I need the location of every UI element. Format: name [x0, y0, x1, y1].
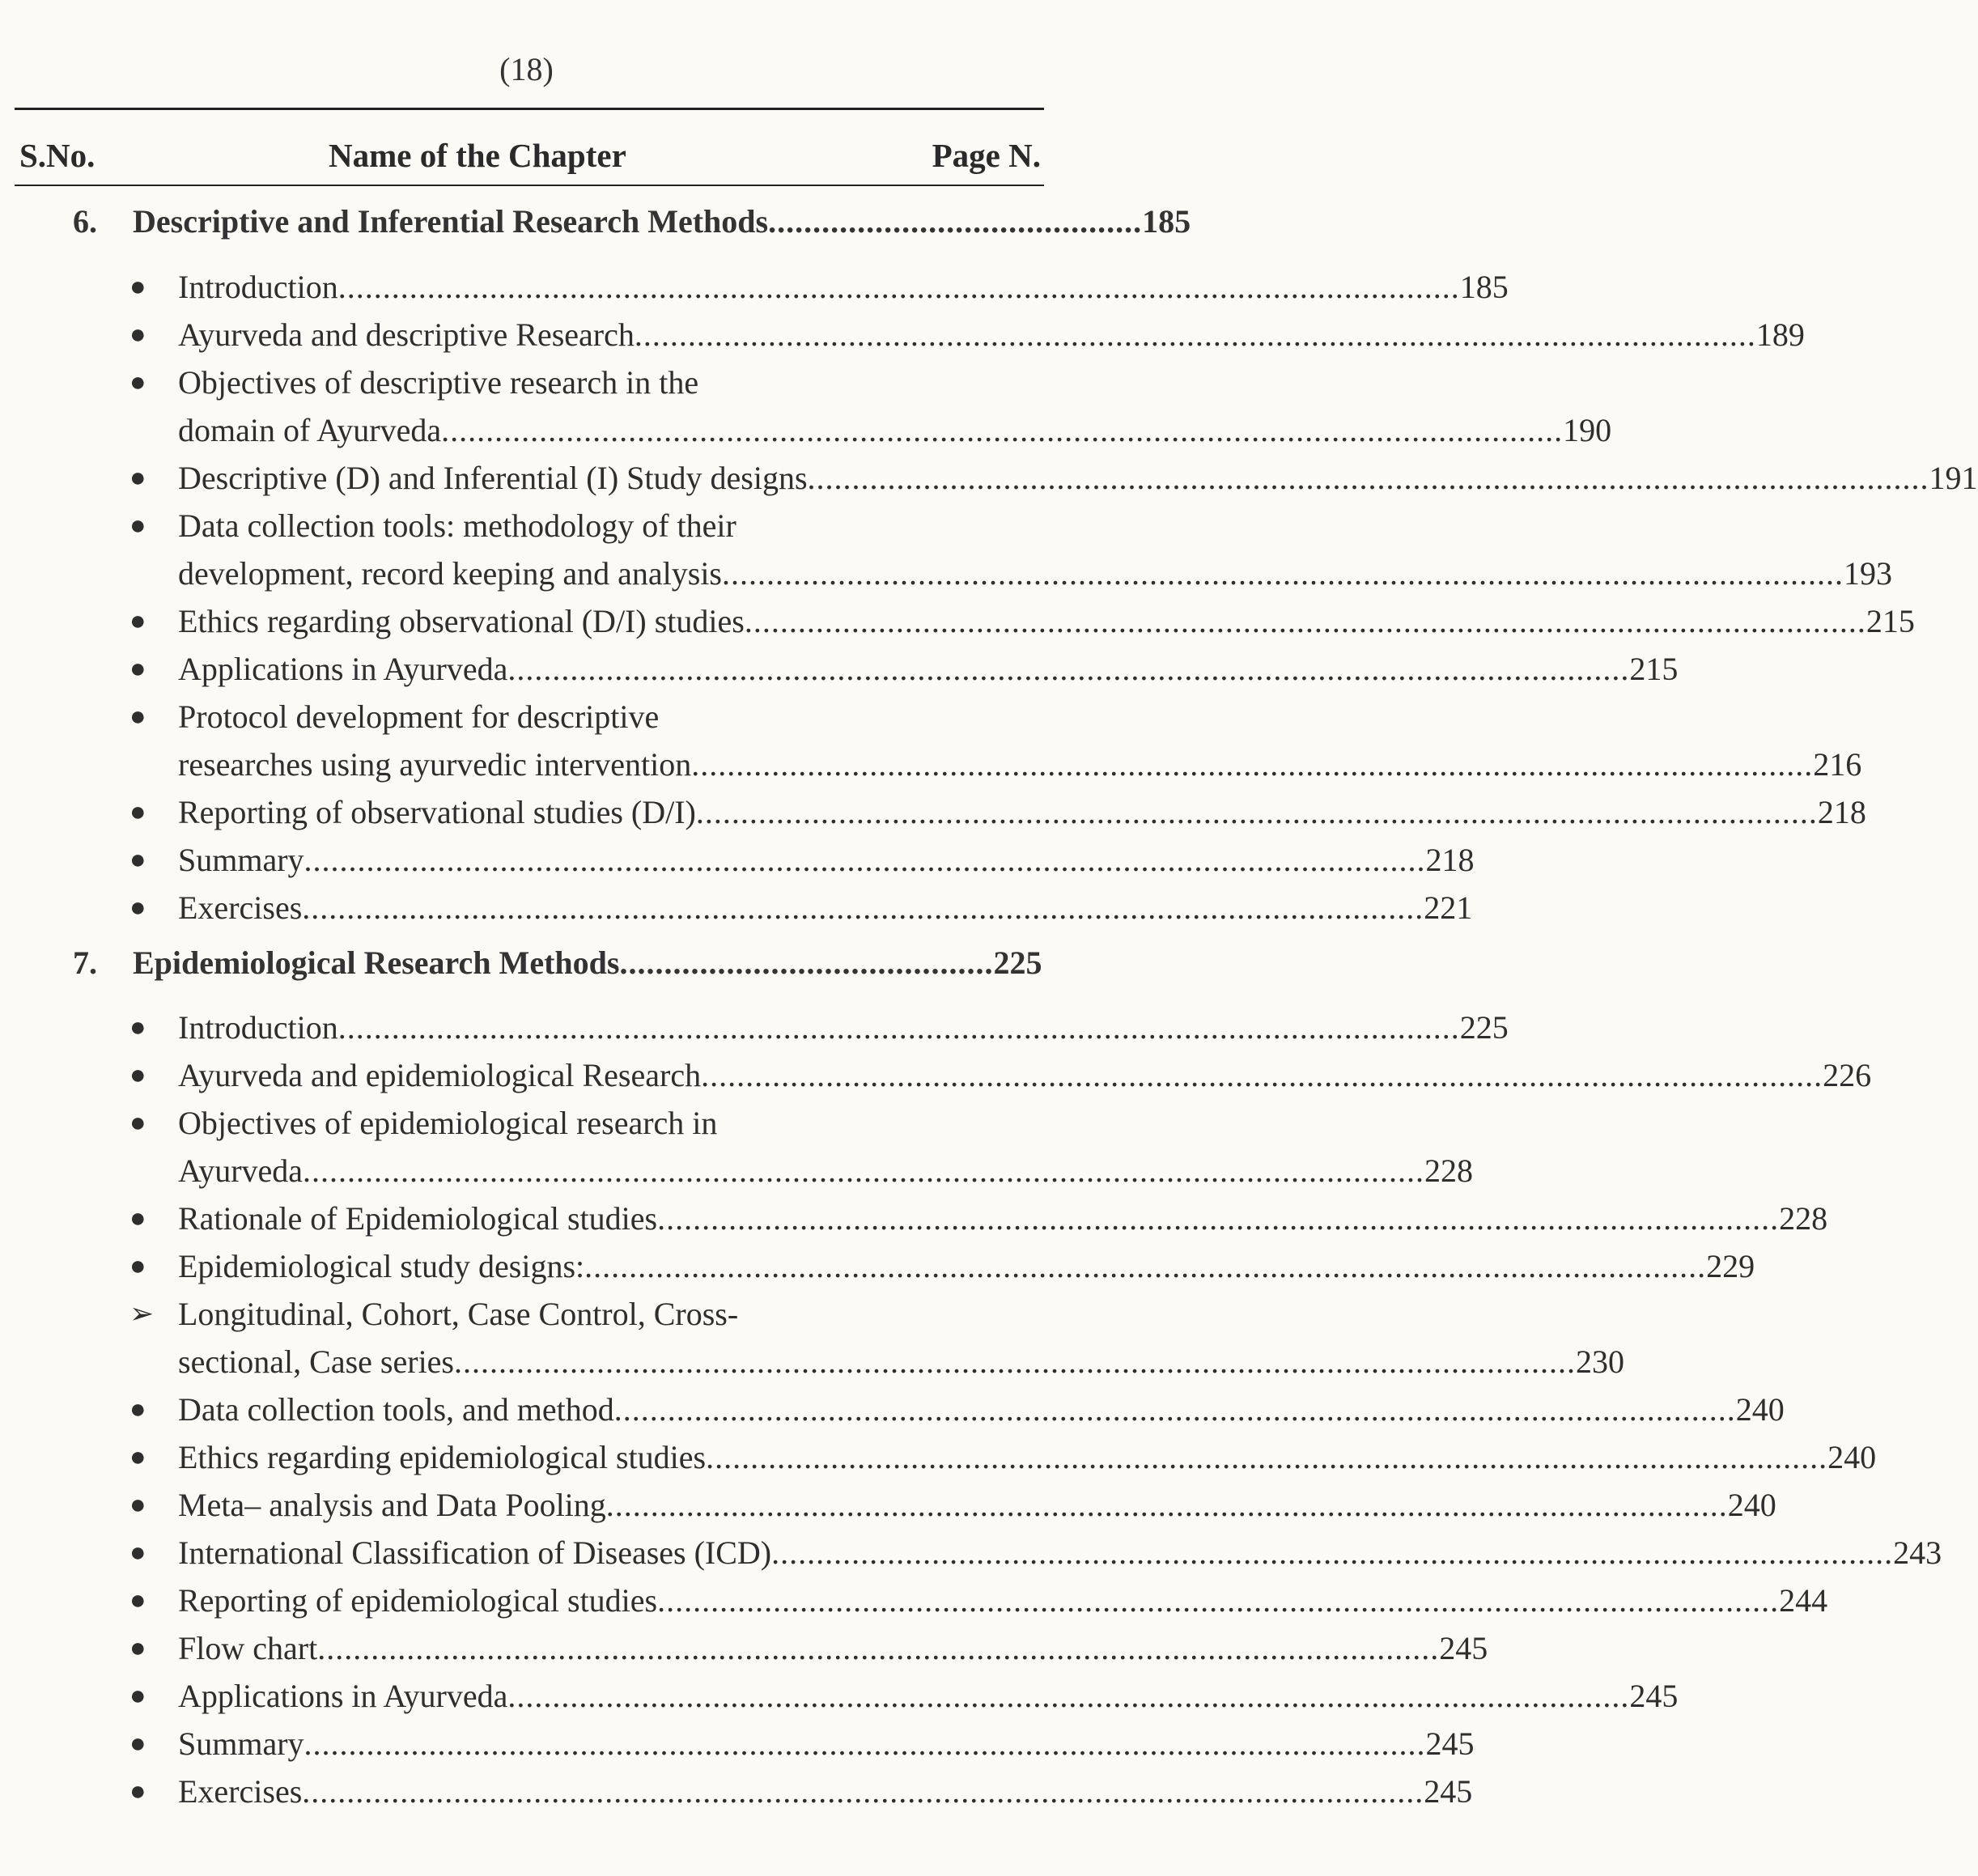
list-item [129, 1577, 1828, 1624]
entry-line [178, 1624, 1488, 1672]
entry-page: 218 [1817, 794, 1866, 830]
list-item [129, 836, 1475, 884]
dot-leader: .............................................................................................................................. [691, 746, 1814, 783]
list-item [129, 311, 1805, 359]
dot-leader: .............................................................................................................................. [317, 1630, 1440, 1666]
dot-leader: .............................................................................................................................. [302, 1773, 1424, 1810]
entry-text: Applications in Ayurveda [178, 651, 508, 687]
chapter-number: 7. [73, 944, 97, 981]
entry-text: Objectives of epidemiological research in [178, 1105, 718, 1141]
list-item [129, 1529, 1942, 1577]
list-item [129, 645, 1679, 693]
entry-text: Ayurveda [178, 1152, 303, 1189]
bullet-icon: ● [129, 1012, 146, 1042]
entry-line [178, 1338, 1624, 1386]
list-item [129, 884, 1473, 932]
arrow-bullet-icon: ➢ [129, 1297, 155, 1330]
bullet-icon: ● [129, 1060, 146, 1090]
entry-line [178, 597, 1915, 645]
entry-line [178, 311, 1805, 359]
entry-line [178, 1433, 1877, 1481]
dot-leader: .......................................... [768, 203, 1143, 240]
bullet-icon: ● [129, 893, 146, 923]
entry-text: Data collection tools: methodology of their [178, 507, 736, 544]
list-item [129, 263, 1509, 311]
entry-line [178, 359, 947, 406]
entry-page: 218 [1425, 842, 1475, 878]
entry-page: 226 [1823, 1057, 1872, 1093]
entry-line [178, 836, 1475, 884]
dot-leader: .............................................................................................................................. [695, 794, 1818, 830]
entry-line [178, 1529, 1942, 1577]
bullet-icon: ● [129, 1633, 146, 1663]
entry-page: 185 [1459, 269, 1509, 305]
entry-text: Exercises [178, 889, 303, 926]
list-item [129, 1004, 1509, 1051]
entry-page: 240 [1727, 1487, 1776, 1523]
chapter-title: Epidemiological Research Methods [133, 944, 620, 981]
dot-leader: .............................................................................................................................. [657, 1582, 1780, 1619]
dot-leader: .............................................................................................................................. [441, 412, 1564, 448]
entry-page: 244 [1779, 1582, 1828, 1619]
bullet-icon: ● [129, 1681, 146, 1711]
entry-line [178, 1051, 1872, 1099]
entry-page: 245 [1629, 1678, 1679, 1714]
entry-text: Epidemiological study designs: [178, 1248, 585, 1284]
entry-text: Objectives of descriptive research in the [178, 364, 699, 401]
list-item [129, 1433, 1877, 1481]
entry-page: 229 [1706, 1248, 1755, 1284]
list-item [129, 788, 1866, 836]
entry-page: 243 [1893, 1534, 1942, 1571]
entry-page: 228 [1424, 1152, 1474, 1189]
entry-page: 240 [1827, 1439, 1877, 1475]
list-item [129, 502, 1892, 597]
entry-line [178, 741, 1862, 788]
entry-line [178, 645, 1679, 693]
dot-leader: .............................................................................................................................. [657, 1200, 1780, 1237]
entry-page: 245 [1424, 1773, 1473, 1810]
bullet-icon: ● [129, 1538, 146, 1568]
bullet-icon: ● [129, 606, 146, 636]
entry-text: Summary [178, 1725, 304, 1762]
entry-page: 190 [1563, 412, 1612, 448]
chapter-heading [73, 202, 1191, 240]
entry-page: 221 [1424, 889, 1473, 926]
entry-text: Meta– analysis and Data Pooling [178, 1487, 606, 1523]
entry-text: Descriptive (D) and Inferential (I) Study designs [178, 460, 808, 496]
entry-text: Rationale of Epidemiological studies [178, 1200, 658, 1237]
bullet-icon: ● [129, 1729, 146, 1759]
dot-leader: .............................................................................................................................. [584, 1248, 1707, 1284]
list-item [129, 359, 1612, 454]
dot-leader: .............................................................................................................................. [771, 1534, 1894, 1571]
entry-line [178, 550, 1892, 597]
bullet-icon: ● [129, 511, 146, 541]
dot-leader: .............................................................................................................................. [302, 889, 1424, 926]
entry-text: domain of Ayurveda [178, 412, 442, 448]
entry-text: Exercises [178, 1773, 303, 1810]
column-header-name: Name of the Chapter [329, 137, 626, 174]
dot-leader: .......................................... [619, 944, 994, 981]
entry-line [178, 1242, 1755, 1290]
dot-leader: .............................................................................................................................. [605, 1487, 1728, 1523]
dot-leader: .............................................................................................................................. [303, 1725, 1426, 1762]
entry-text: Reporting of epidemiological studies [178, 1582, 658, 1619]
entry-text: Longitudinal, Cohort, Case Control, Cross- [178, 1296, 739, 1332]
dot-leader: .............................................................................................................................. [454, 1343, 1576, 1380]
bullet-icon: ● [129, 1251, 146, 1281]
bullet-icon: ● [129, 272, 146, 302]
list-item [129, 1290, 1624, 1386]
entry-page: 230 [1576, 1343, 1624, 1380]
entry-page: 240 [1735, 1391, 1785, 1428]
entry-line [178, 788, 1866, 836]
column-header-row [19, 136, 1041, 176]
entry-page: 193 [1844, 555, 1892, 592]
entry-text: Introduction [178, 1009, 338, 1046]
list-item [129, 1720, 1475, 1768]
entry-page: 189 [1755, 316, 1805, 353]
header-bottom-rule [15, 185, 1044, 186]
entry-line [178, 1577, 1828, 1624]
bullet-icon: ● [129, 463, 146, 493]
entry-page: 216 [1813, 746, 1862, 783]
entry-line [178, 1004, 1509, 1051]
bullet-icon: ● [129, 1394, 146, 1424]
entry-text: Ayurveda and descriptive Research [178, 316, 635, 353]
bullet-icon: ● [129, 1108, 146, 1138]
chapter-page: 185 [1142, 203, 1191, 240]
bullet-icon: ● [129, 1776, 146, 1806]
column-header-sno: S.No. [19, 137, 96, 174]
list-item [129, 1768, 1473, 1815]
entry-line [178, 1720, 1475, 1768]
entry-line [178, 263, 1509, 311]
entry-page: 191 [1929, 460, 1978, 496]
entry-text: Ayurveda and epidemiological Research [178, 1057, 702, 1093]
entry-page: 215 [1866, 603, 1915, 639]
chapter-page: 225 [993, 944, 1042, 981]
entry-line [178, 502, 947, 550]
dot-leader: .............................................................................................................................. [701, 1057, 1823, 1093]
entry-line [178, 884, 1473, 932]
entry-text: Ethics regarding observational (D/I) studies [178, 603, 745, 639]
bullet-icon: ● [129, 654, 146, 684]
bullet-icon: ● [129, 367, 146, 397]
entry-text: Summary [178, 842, 304, 878]
dot-leader: .............................................................................................................................. [303, 842, 1426, 878]
entry-line [178, 1768, 1473, 1815]
list-item [129, 1242, 1755, 1290]
entry-line [178, 1147, 1474, 1195]
list-item [129, 1672, 1679, 1720]
column-header-page: Page N. [932, 137, 1041, 174]
entry-line [178, 1290, 947, 1338]
entry-text: Introduction [178, 269, 338, 305]
dot-leader: .............................................................................................................................. [303, 1152, 1425, 1189]
entry-text: Data collection tools, and method [178, 1391, 614, 1428]
entry-page: 245 [1425, 1725, 1475, 1762]
bullet-icon: ● [129, 320, 146, 350]
bullet-icon: ● [129, 1490, 146, 1520]
list-item [129, 1481, 1776, 1529]
entry-page: 225 [1459, 1009, 1509, 1046]
entry-line [178, 406, 1612, 454]
dot-leader: .............................................................................................................................. [634, 316, 1756, 353]
dot-leader: .............................................................................................................................. [613, 1391, 1736, 1428]
dot-leader: .............................................................................................................................. [507, 1678, 1630, 1714]
entry-text: International Classification of Diseases (ICD) [178, 1534, 772, 1571]
entry-line [178, 693, 947, 741]
list-item [129, 1386, 1785, 1433]
list-item [129, 597, 1915, 645]
entry-line [178, 1099, 947, 1147]
page-number: (18) [499, 51, 554, 87]
dot-leader: .............................................................................................................................. [337, 1009, 1460, 1046]
list-item [129, 1051, 1872, 1099]
list-item [129, 1195, 1828, 1242]
entry-line [178, 1386, 1785, 1433]
entry-text: Ethics regarding epidemiological studies [178, 1439, 707, 1475]
bullet-icon: ● [129, 1442, 146, 1472]
entry-page: 215 [1629, 651, 1679, 687]
list-item [129, 454, 1978, 502]
entry-line [178, 1481, 1776, 1529]
entry-line [178, 1672, 1679, 1720]
entry-page: 245 [1439, 1630, 1488, 1666]
entry-text: development, record keeping and analysis [178, 555, 722, 592]
dot-leader: .............................................................................................................................. [807, 460, 1929, 496]
bullet-icon: ● [129, 1585, 146, 1615]
entry-text: sectional, Case series [178, 1343, 454, 1380]
header-top-rule [15, 108, 1044, 110]
list-item [129, 693, 1862, 788]
entry-text: Reporting of observational studies (D/I) [178, 794, 696, 830]
dot-leader: .............................................................................................................................. [722, 555, 1844, 592]
chapter-number: 6. [73, 203, 97, 240]
entry-page: 228 [1779, 1200, 1828, 1237]
list-item [129, 1099, 1474, 1195]
entry-text: Protocol development for descriptive [178, 698, 660, 735]
dot-leader: .............................................................................................................................. [507, 651, 1630, 687]
dot-leader: .............................................................................................................................. [744, 603, 1866, 639]
entry-line [178, 1195, 1828, 1242]
entry-text: researches using ayurvedic intervention [178, 746, 692, 783]
bullet-icon: ● [129, 702, 146, 732]
dot-leader: .............................................................................................................................. [706, 1439, 1828, 1475]
bullet-icon: ● [129, 1203, 146, 1233]
chapter-title: Descriptive and Inferential Research Methods [133, 203, 769, 240]
chapter-heading [73, 944, 1042, 982]
entry-line [178, 454, 1978, 502]
dot-leader: .............................................................................................................................. [337, 269, 1460, 305]
bullet-icon: ● [129, 797, 146, 827]
entry-text: Flow chart [178, 1630, 318, 1666]
list-item [129, 1624, 1488, 1672]
bullet-icon: ● [129, 845, 146, 875]
entry-text: Applications in Ayurveda [178, 1678, 508, 1714]
